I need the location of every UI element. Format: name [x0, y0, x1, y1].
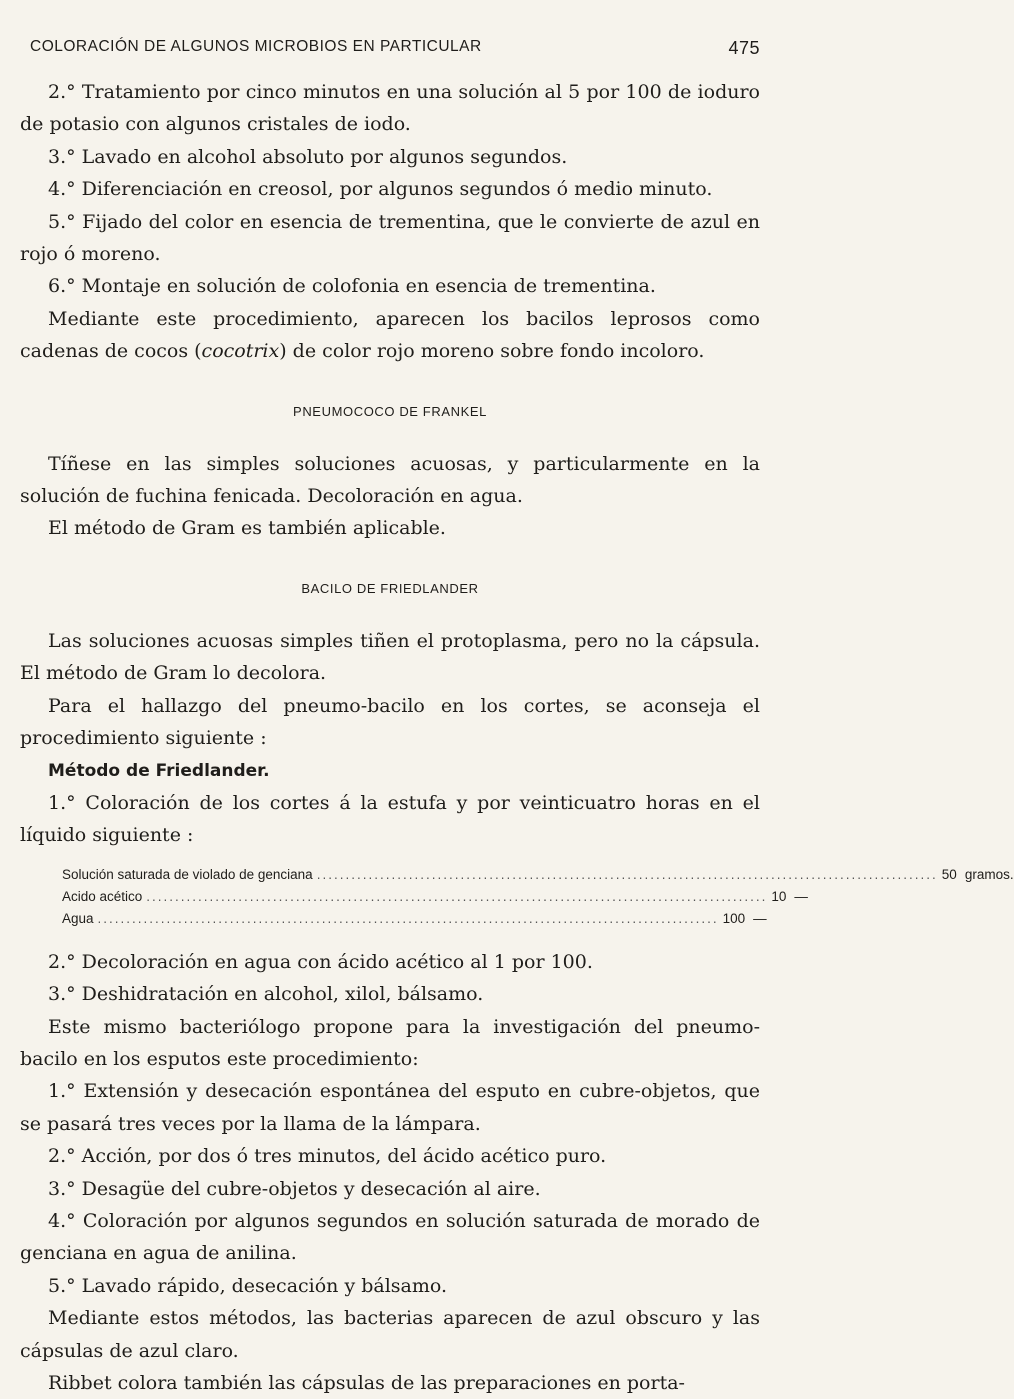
method-title: Método de Friedlander. — [48, 760, 270, 781]
paragraph: 3.° Desagüe del cubre-objetos y desecación al aire. — [48, 1177, 541, 1200]
ingredient-qty: 10 — [771, 888, 787, 904]
ingredient-qty: 100 — [722, 910, 746, 926]
formula-row: Acido acético ............................................................................................................ 10 — — [62, 886, 712, 908]
paragraph: 2.° Tratamiento por cinco minutos en una solución al 5 por 100 de ioduro de potasio con algunos cristales de iodo. — [20, 81, 760, 136]
ingredient-name: Agua — [62, 910, 94, 926]
running-title: COLORACIÓN DE ALGUNOS MICROBIOS EN PARTICULAR — [30, 38, 482, 55]
paragraph: 4.° Coloración por algunos segundos en solución saturada de morado de genciana en agua de anilina. — [20, 1209, 760, 1265]
paragraph: 5.° Lavado rápido, desecación y bálsamo. — [48, 1274, 448, 1297]
paragraph: Ribbet colora también las cápsulas de las preparaciones en porta- — [48, 1372, 685, 1394]
section-heading: BACILO DE FRIEDLANDER — [301, 580, 479, 596]
formula-row: Solución saturada de violado de genciana ............................................................................................................ 50 gramos. — [62, 864, 712, 886]
paragraph: 3.° Lavado en alcohol absoluto por algunos segundos. — [48, 145, 568, 168]
closing-text-b: ) de color rojo moreno sobre fondo incoloro. — [279, 340, 705, 363]
paragraph: 2.° Decoloración en agua con ácido acético al 1 por 100. — [48, 950, 593, 973]
book-page — [20, 38, 1014, 1394]
paragraph: Las soluciones acuosas simples tiñen el protoplasma, pero no la cápsula. El método de Gram lo decolora. — [20, 629, 760, 685]
paragraph: 5.° Fijado del color en esencia de trementina, que le convierte de azul en rojo ó moreno. — [20, 210, 760, 266]
paragraph: 4.° Diferenciación en creosol, por algunos segundos ó medio minuto. — [48, 178, 713, 201]
paragraph: 2.° Acción, por dos ó tres minutos, del ácido acético puro. — [48, 1145, 607, 1168]
formula-row: Agua ............................................................................................................ 100 — — [62, 908, 712, 930]
ingredient-unit: — — [794, 888, 808, 904]
page-number: 475 — [728, 38, 760, 58]
paragraph: 6.° Montaje en solución de colofonia en esencia de trementina. — [48, 275, 656, 298]
page-body — [20, 76, 1014, 1399]
section-heading: PNEUMOCOCO DE FRANKEL — [293, 403, 487, 419]
paragraph: 3.° Deshidratación en alcohol, xilol, bálsamo. — [48, 983, 484, 1006]
formula-table — [62, 864, 1014, 930]
paragraph: Para el hallazgo del pneumo-bacilo en los cortes, se aconseja el procedimiento siguiente : — [20, 694, 760, 750]
paragraph — [20, 303, 760, 368]
paragraph: 1.° Extensión y desecación espontánea del esputo en cubre-objetos, que se pasará tres veces por la llama de la lámpara. — [20, 1080, 760, 1135]
ingredient-qty: 50 — [941, 866, 957, 882]
page-header — [20, 38, 760, 68]
paragraph: Mediante estos métodos, las bacterias aparecen de azul obscuro y las cápsulas de azul claro. — [20, 1307, 760, 1362]
paragraph: Tíñese en las simples soluciones acuosas, y particularmente en la solución de fuchina fenicada. Decoloración en agua. — [20, 452, 760, 508]
ingredient-name: Acido acético — [62, 888, 143, 904]
ingredient-unit: — — [753, 910, 767, 926]
ingredient-name: Solución saturada de violado de genciana — [62, 866, 313, 882]
closing-italic: cocotrix — [201, 340, 280, 363]
paragraph: El método de Gram es también aplicable. — [48, 517, 446, 540]
paragraph: Este mismo bacteriólogo propone para la investigación del pneumo-bacilo en los esputos este procedimiento: — [20, 1015, 760, 1070]
paragraph: 1.° Coloración de los cortes á la estufa y por veinticuatro horas en el líquido siguiente : — [20, 791, 760, 847]
ingredient-unit: gramos. — [964, 866, 1014, 882]
closing-text-a: Mediante este procedimiento, aparecen los bacilos leprosos como cadenas de cocos ( — [20, 307, 760, 363]
